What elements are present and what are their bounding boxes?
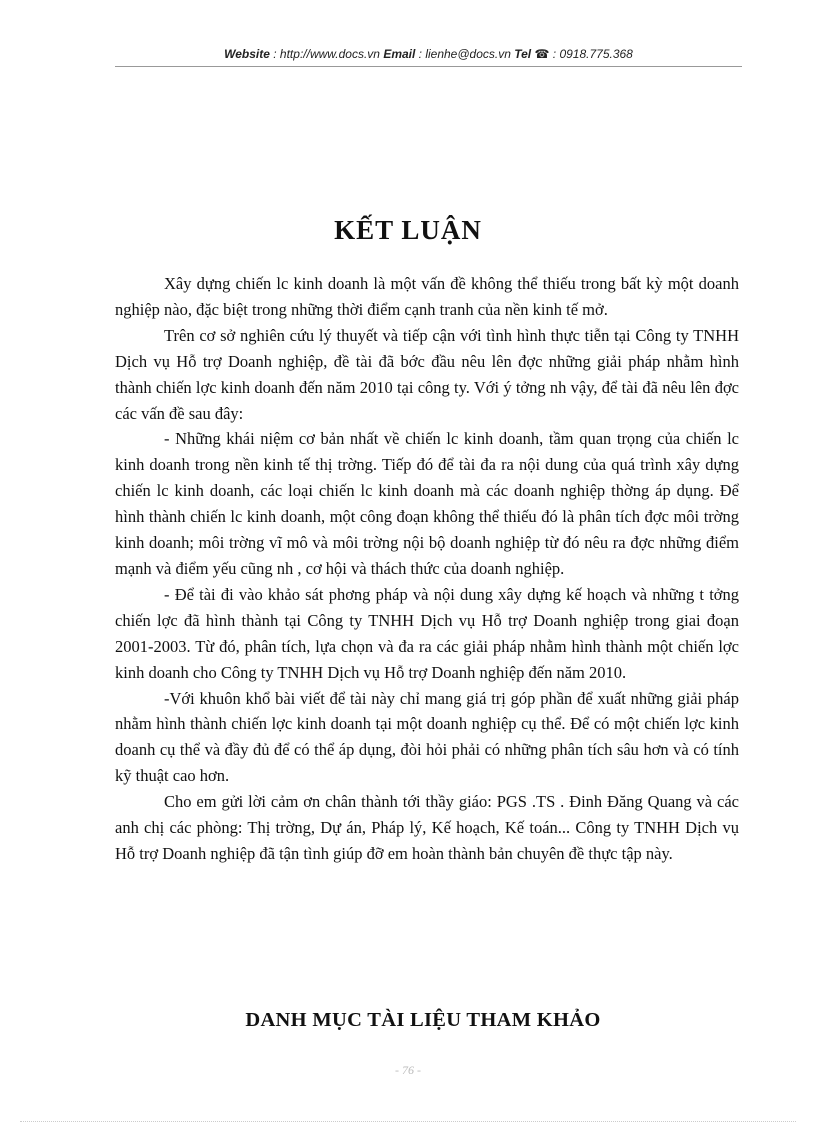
references-heading: DANH MỤC TÀI LIỆU THAM KHẢO [245,1009,601,1031]
page-title: KẾT LUẬN [334,215,482,245]
paragraph: Cho em gửi lời cảm ơn chân thành tới thầy giáo: PGS .TS . Đinh Đăng Quang và các anh chị các phòng: Thị trờng, Dự án, Pháp lý, Kế hoạch, Kế toán... Công ty TNHH Dịch vụ Hỗ trợ Doanh nghiệp đã tận tình giúp đỡ em hoàn thành bản chuyên đề thực tập này. [115,792,739,863]
body-text [115,271,739,867]
website-value: : http://www.docs.vn [269,47,384,61]
header-divider [115,66,742,67]
page-number: - 76 - [395,1063,421,1077]
paragraph: Xây dựng chiến lc kinh doanh là một vấn đề không thể thiếu trong bất kỳ một doanh nghiệp nào, đặc biệt trong những thời điểm cạnh tranh của nền kinh tế mở. [115,274,739,319]
paragraph: - Để tài đi vào khảo sát phơng pháp và nội dung xây dựng kế hoạch và những t tởng chiến lợc đã hình thành tại Công ty TNHH Dịch vụ Hỗ trợ Doanh nghiệp trong giai đoạn 2001-2003. Từ đó, phân tích, lựa chọn và đa ra các giải pháp nhằm hình thành một chiến lợc kinh doanh cho Công ty TNHH Dịch vụ Hỗ trợ Doanh nghiệp đến năm 2010. [115,584,739,682]
tel-label: Tel [514,47,532,61]
paragraph: - Những khái niệm cơ bản nhất về chiến lc kinh doanh, tầm quan trọng của chiến lc kinh doanh trong nền kinh tế thị trờng. Tiếp đó để tài đa ra nội dung của quá trình xây dựng chiến lc kinh doanh, các loại chiến lc kinh doanh mà các doanh nghiệp thờng áp dụng. Để hình thành chiến lc kinh doanh, một công đoạn không thể thiếu đó là phân tích đợc môi trờng kinh doanh; môi trờng vĩ mô và môi trờng nội bộ doanh nghiệp từ đó nêu ra đợc những điểm mạnh và điểm yếu cũng nh , cơ hội và thách thức của doanh nghiệp. [115,429,739,578]
paragraph: Trên cơ sở nghiên cứu lý thuyết và tiếp cận với tình hình thực tiễn tại Công ty TNHH Dịch vụ Hỗ trợ Doanh nghiệp, đề tài đã bớc đầu nêu lên đợc những giải pháp nhằm hình thành chiến lợc kinh doanh đến năm 2010 tại công ty. Với ý tởng nh vậy, để tài đã nêu lên đợc các vấn đề sau đây: [115,325,739,423]
email-value: : lienhe@docs.vn [415,47,515,61]
footer-divider [20,1121,796,1122]
website-label: Website [224,47,270,61]
paragraph: -Với khuôn khổ bài viết để tài này chỉ mang giá trị góp phần để xuất những giải pháp nhằm hình thành chiến lợc kinh doanh tại một doanh nghiệp cụ thể. Để có một chiến lợc kinh doanh cụ thể và đầy đủ để có thể áp dụng, đòi hỏi phải có những phân tích sâu hơn và có tính kỹ thuật cao hơn. [115,688,739,786]
phone-icon: ☎ [534,47,550,61]
email-label: Email [383,47,416,61]
tel-value: : 0918.775.368 [549,47,633,61]
page-header [115,47,742,61]
